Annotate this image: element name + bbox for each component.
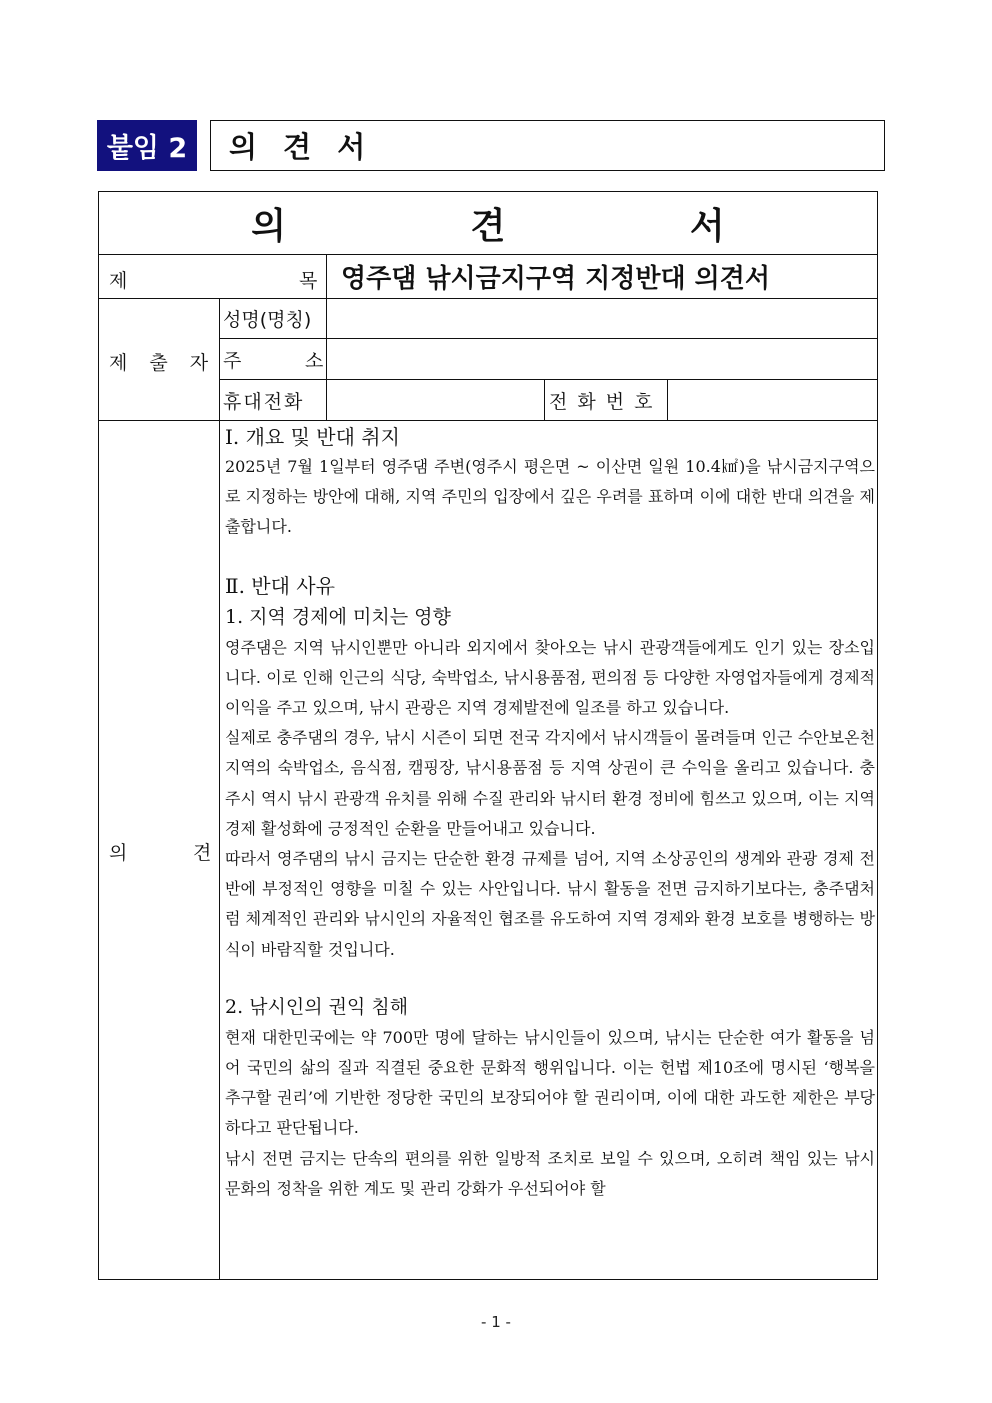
spacer [225,965,875,991]
name-label: 성명(명칭) [223,309,312,331]
spacer [225,543,875,571]
submitter-label: 제 출 자 [109,352,217,374]
form-title: 의 견 서 [251,204,811,247]
phone-label: 전 화 번 호 [549,391,655,413]
section-2-1-title: 1. 지역 경제에 미치는 영향 [225,605,451,628]
section-2-1-paragraph: 따라서 영주댐의 낚시 금지는 단순한 환경 규제를 넘어, 지역 소상공인의 생계와 관광 경제 전반에 부정적인 영향을 미칠 수 있는 사안입니다. 낚시 활동을 전면 금지하기보다는, 충주댐처럼 체계적인 관리와 낚시인의 자율적인 협조를 유도하여 지역 경제와 환경 보호를 병행하는 방식이 바람직할 것입니다. [225,849,875,959]
mobile-field[interactable] [327,380,544,420]
address-label-left: 주 [223,350,242,372]
divider [219,298,220,1280]
section-2-2-paragraph: 현재 대한민국에는 약 700만 명에 달하는 낚시인들이 있으며, 낚시는 단순한 여가 활동을 넘어 국민의 삶의 질과 직결된 중요한 문화적 행위입니다. 이는 헌법 제10조에 명시된 ‘행복을 추구할 권리’에 기반한 정당한 국민의 보장되어야 할 권리이며, 이에 대한 과도한 제한은 부당하다고 판단됩니다. [225,1027,875,1138]
page-number: - 1 - [481,1313,511,1331]
subject-label-right: 목 [299,270,318,292]
divider [544,379,545,420]
section-2-1-paragraph: 실제로 충주댐의 경우, 낚시 시즌이 되면 전국 각지에서 낚시객들이 몰려들며 인근 수안보온천 지역의 숙박업소, 음식점, 캠핑장, 낚시용품점 등 지역 상권이 큰 수익을 올리고 있습니다. 충주시 역시 낚시 관광객 유치를 위해 수질 관리와 낚시터 환경 정비에 힘쓰고 있으며, 이는 지역 경제 활성화에 긍정적인 순환을 만들어내고 있습니다. [225,728,875,838]
divider [99,420,877,421]
opinion-label-right: 견 [193,842,212,864]
opinion-content [221,422,875,1278]
subject-label-left: 제 [109,270,128,292]
phone-field[interactable] [668,380,876,420]
name-field[interactable] [327,299,876,338]
address-field[interactable] [327,339,876,379]
opinion-form [98,191,878,1280]
attachment-badge: 붙임 2 [97,120,197,171]
subject-value: 영주댐 낚시금지구역 지정반대 의견서 [341,263,771,294]
address-label-right: 소 [305,350,324,372]
opinion-label-left: 의 [109,842,128,864]
mobile-label: 휴대전화 [223,391,305,413]
section-2-2-paragraph: 낚시 전면 금지는 단속의 편의를 위한 일방적 조치로 보일 수 있으며, 오히려 책임 있는 낚시 문화의 정착을 위한 계도 및 관리 강화가 우선되어야 할 [225,1148,875,1198]
section-2-title: Ⅱ. 반대 사유 [225,573,335,598]
section-1-title: Ⅰ. 개요 및 반대 취지 [225,425,400,449]
section-1-body: 2025년 7월 1일부터 영주댐 주변(영주시 평은면 ~ 이산면 일원 10.4㎢)을 낚시금지구역으로 지정하는 방안에 대해, 지역 주민의 입장에서 깊은 우려를 표하며 이에 대한 반대 의견을 제출합니다. [225,457,875,537]
section-2-2-title: 2. 낚시인의 권익 침해 [225,995,409,1018]
header-title: 의 견 서 [210,120,885,171]
section-2-1-paragraph: 영주댐은 지역 낚시인뿐만 아니라 외지에서 찾아오는 낚시 관광객들에게도 인기 있는 장소입니다. 이로 인해 인근의 식당, 숙박업소, 낚시용품점, 편의점 등 다양한 자영업자들에게 경제적 이익을 주고 있으며, 낚시 관광은 지역 경제발전에 일조를 하고 있습니다. [225,637,875,718]
